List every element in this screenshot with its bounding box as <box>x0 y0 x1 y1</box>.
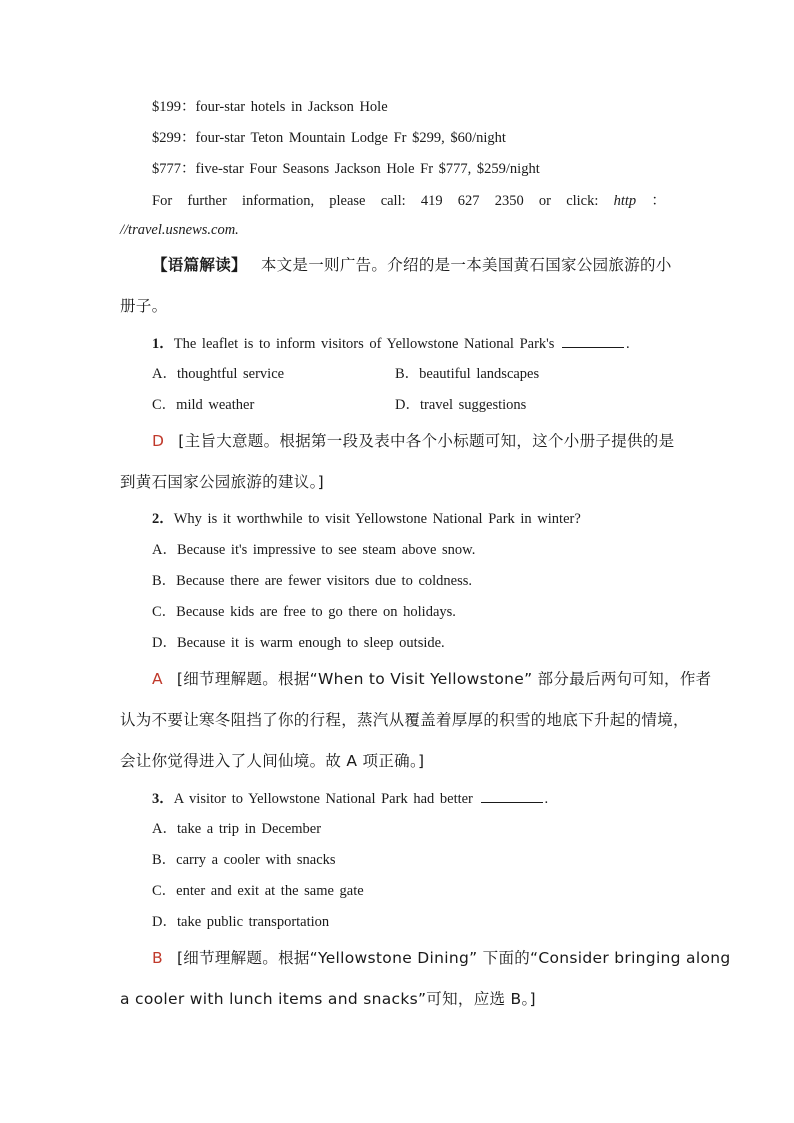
info-word: or <box>538 193 551 209</box>
price-separator: ： <box>181 130 196 146</box>
question-2-option-d <box>152 633 445 653</box>
explanation-text: [主旨大意题。根据第一段及表中各个小标题可知，这个小册子提供的是 <box>178 432 675 450</box>
option-text: Because it is warm enough to sleep outside. <box>176 635 445 651</box>
intro-line-1 <box>152 255 672 275</box>
answer-key: B <box>152 949 163 967</box>
question-3-explanation-line-2: a cooler with lunch items and snacks”可知，应选 B。] <box>120 990 536 1008</box>
question-1-stem: 1．The leaflet is to inform visitors of Yellowstone National Park's . <box>152 333 630 354</box>
info-link-word: http <box>613 193 637 209</box>
option-text: Because it's impressive to see steam above snow. <box>176 542 476 558</box>
question-1-option-d <box>395 395 526 415</box>
option-text: Because kids are free to go there on holidays. <box>176 604 456 620</box>
info-word: click: <box>566 193 599 209</box>
further-info-line <box>152 191 666 211</box>
price-separator: ： <box>181 99 196 115</box>
option-text: beautiful landscapes <box>419 366 540 382</box>
question-2-option-a <box>152 540 475 560</box>
question-3-explanation-line-1 <box>152 948 731 968</box>
option-letter: C． <box>152 604 177 620</box>
option-letter: A． <box>152 366 177 382</box>
question-2-option-b <box>152 571 472 591</box>
option-letter: C． <box>152 397 177 413</box>
question-1-option-b <box>395 364 539 384</box>
question-3-option-d <box>152 912 329 932</box>
question-number: 3 <box>152 791 160 807</box>
option-letter: B． <box>152 852 177 868</box>
question-1-explanation-line-1 <box>152 431 674 451</box>
price-value: $299 <box>152 130 181 146</box>
answer-blank <box>562 333 624 348</box>
info-word: please <box>329 193 366 209</box>
question-2-explanation-line-1 <box>152 669 711 689</box>
intro-text: 本文是一则广告。介绍的是一本美国黄石国家公园旅游的小 <box>260 256 672 274</box>
question-2-option-c <box>152 602 456 622</box>
option-text: take public transportation <box>176 914 330 930</box>
question-end: . <box>626 336 630 352</box>
question-2-stem: 2．Why is it worthwhile to visit Yellowstone National Park in winter? <box>152 511 581 527</box>
answer-blank <box>481 788 543 803</box>
option-text: enter and exit at the same gate <box>176 883 364 899</box>
price-value: $777 <box>152 161 181 177</box>
price-separator: ： <box>181 161 196 177</box>
question-2-explanation-line-3: 会让你觉得进入了人间仙境。故 A 项正确。] <box>120 752 425 770</box>
option-text: mild weather <box>176 397 255 413</box>
price-line-777 <box>152 159 540 179</box>
info-word: further <box>187 193 227 209</box>
price-line-299 <box>152 128 506 148</box>
option-text: Because there are fewer visitors due to coldness. <box>176 573 473 589</box>
intro-label: 【语篇解读】 <box>152 256 247 274</box>
question-number: 2 <box>152 511 160 527</box>
info-word: For <box>152 193 173 209</box>
question-3-option-b <box>152 850 336 870</box>
info-url: //travel.usnews.com. <box>120 222 239 238</box>
price-description: four-star hotels in Jackson Hole <box>195 99 388 115</box>
question-number: 1 <box>152 336 160 352</box>
question-text: The leaflet is to inform visitors of Yellowstone National Park's <box>173 336 555 352</box>
info-word: 2350 <box>494 193 524 209</box>
option-letter: D． <box>152 914 177 930</box>
explanation-text: [细节理解题。根据“Yellowstone Dining” 下面的“Consider bringing along <box>176 949 731 967</box>
option-letter: A． <box>152 821 177 837</box>
price-value: $199 <box>152 99 181 115</box>
info-word: information, <box>241 193 315 209</box>
option-text: travel suggestions <box>419 397 527 413</box>
option-text: carry a cooler with snacks <box>176 852 336 868</box>
intro-line-2: 册子。 <box>120 297 168 315</box>
info-word: call: <box>380 193 406 209</box>
answer-key: D <box>152 432 165 450</box>
option-letter: D． <box>152 635 177 651</box>
question-end: . <box>544 791 549 807</box>
option-letter: B． <box>152 573 177 589</box>
question-1-option-a <box>152 364 284 384</box>
info-word: 627 <box>457 193 480 209</box>
answer-key: A <box>152 670 163 688</box>
option-text: take a trip in December <box>176 821 322 837</box>
question-1-option-c <box>152 395 254 415</box>
price-description: four-star Teton Mountain Lodge Fr $299, $60/night <box>195 130 506 146</box>
info-word: ： <box>651 193 666 209</box>
option-letter: B． <box>395 366 420 382</box>
question-3-option-a <box>152 819 321 839</box>
question-text: A visitor to Yellowstone National Park had better <box>173 791 473 807</box>
price-description: five-star Four Seasons Jackson Hole Fr $777, $259/night <box>195 161 540 177</box>
question-text: Why is it worthwhile to visit Yellowstone National Park in winter? <box>173 511 581 527</box>
option-letter: C． <box>152 883 177 899</box>
option-text: thoughtful service <box>176 366 285 382</box>
price-line-199 <box>152 97 388 117</box>
explanation-text: [细节理解题。根据“When to Visit Yellowstone” 部分最后两句可知，作者 <box>176 670 712 688</box>
question-2-explanation-line-2: 认为不要让寒冬阻挡了你的行程，蒸汽从覆盖着厚厚的积雪的地底下升起的情境， <box>120 711 689 729</box>
question-3-option-c <box>152 881 364 901</box>
option-letter: D． <box>395 397 420 413</box>
option-letter: A． <box>152 542 177 558</box>
question-3-stem: 3．A visitor to Yellowstone National Park had better . <box>152 788 548 809</box>
question-1-explanation-line-2: 到黄石国家公园旅游的建议。] <box>120 473 324 491</box>
info-word: 419 <box>420 193 443 209</box>
